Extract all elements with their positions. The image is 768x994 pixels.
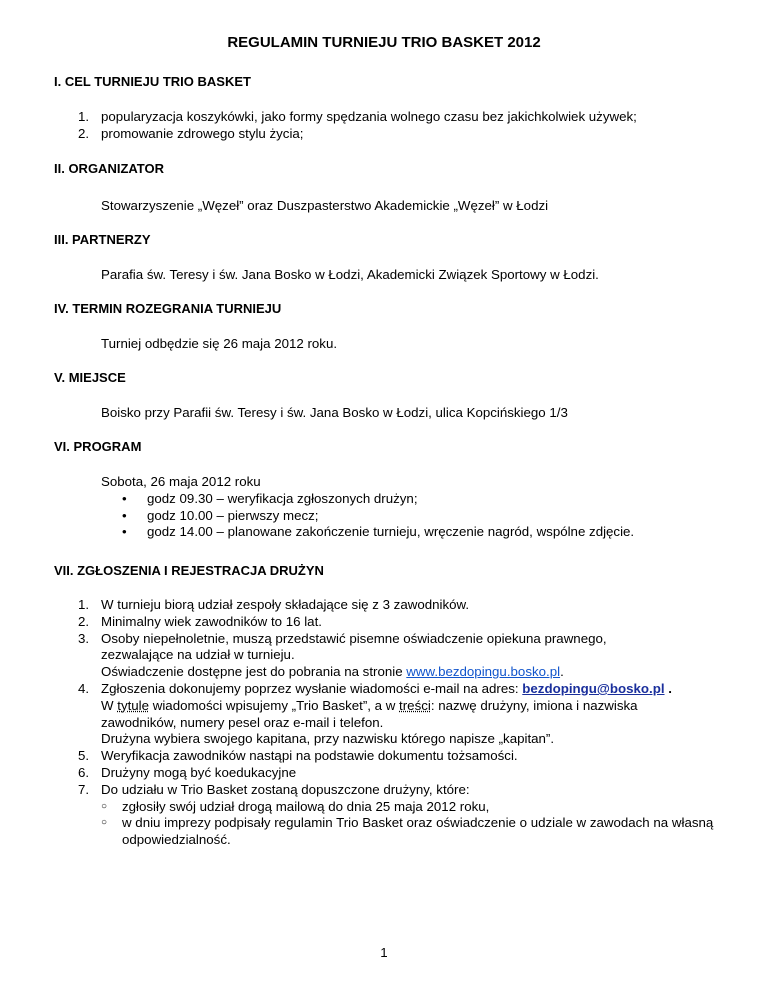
bullet-icon: • <box>122 490 127 506</box>
text-fragment: W <box>101 697 118 713</box>
list-item <box>78 765 718 782</box>
cel-list <box>78 109 718 143</box>
section-heading-cel: I. CEL TURNIEJU TRIO BASKET <box>54 74 251 89</box>
list-item <box>78 614 718 631</box>
list-text: Minimalny wiek zawodników to 16 lat. <box>101 613 322 629</box>
page-number: 1 <box>380 945 388 960</box>
text-fragment: Zgłoszenia dokonujemy poprzez wysłanie wiadomości e-mail na adres: <box>101 680 523 696</box>
bullet-icon: • <box>122 507 127 523</box>
list-text: popularyzacja koszykówki, jako formy spędzania wolnego czasu bez jakichkolwiek używek; <box>101 109 637 124</box>
sub-list-item <box>101 815 718 849</box>
list-item <box>78 631 718 681</box>
list-text: promowanie zdrowego stylu życia; <box>101 125 304 141</box>
list-text: Weryfikacja zawodników nastąpi na podstawie dokumentu tożsamości. <box>101 748 518 764</box>
organizator-text: Stowarzyszenie „Węzeł” oraz Duszpasterstwo Akademickie „Węzeł” w Łodzi <box>101 198 549 213</box>
text-fragment: . <box>664 680 672 696</box>
section-heading-organizator: II. ORGANIZATOR <box>54 161 165 176</box>
program-date: Sobota, 26 maja 2012 roku <box>101 474 261 489</box>
text-line <box>101 698 718 715</box>
section-heading-program: VI. PROGRAM <box>54 439 142 454</box>
list-item <box>78 748 718 765</box>
list-number: 4. <box>78 680 90 696</box>
list-text <box>101 681 718 748</box>
email-link[interactable]: bezdopingu@bosko.pl <box>522 680 665 696</box>
list-text: godz 14.00 – planowane zakończenie turnieju, wręczenie nagród, wspólne zdjęcie. <box>147 524 635 540</box>
text-fragment: : nazwę drużyny, imiona i nazwiska <box>430 697 638 713</box>
text-line: zawodników, numery pesel oraz e-mail i telefon. <box>101 714 384 730</box>
text-line <box>101 664 718 681</box>
section-heading-termin: IV. TERMIN ROZEGRANIA TURNIEJU <box>54 301 282 316</box>
list-text: Drużyny mogą być koedukacyjne <box>101 764 297 780</box>
text-fragment: tytule <box>117 697 150 713</box>
miejsce-text: Boisko przy Parafii św. Teresy i św. Jana Bosko w Łodzi, ulica Kopcińskiego 1/3 <box>101 405 568 420</box>
text-line: zezwalające na udział w turnieju. <box>101 647 295 663</box>
list-item <box>122 491 741 508</box>
list-item <box>122 508 741 525</box>
text-line: Osoby niepełnoletnie, muszą przedstawić pisemne oświadczenie opiekuna prawnego, <box>101 630 607 646</box>
section-heading-partnerzy: III. PARTNERZY <box>54 232 151 247</box>
text-line: Drużyna wybiera swojego kapitana, przy nazwisku którego napisze „kapitan”. <box>101 731 555 747</box>
list-text <box>101 631 718 681</box>
list-number: 7. <box>78 781 90 797</box>
list-text: w dniu imprezy podpisały regulamin Trio Basket oraz oświadczenie o udziale w zawodach na własną odpowiedzialność. <box>122 815 714 848</box>
partnerzy-text: Parafia św. Teresy i św. Jana Bosko w Łodzi, Akademicki Związek Sportowy w Łodzi. <box>101 267 599 282</box>
list-number: 3. <box>78 630 90 646</box>
list-number: 2. <box>78 125 90 141</box>
list-text <box>101 782 718 799</box>
bullet-icon: • <box>122 524 127 540</box>
list-text: zgłosiły swój udział drogą mailową do dnia 25 maja 2012 roku, <box>122 798 490 814</box>
text-fragment: Oświadczenie dostępne jest do pobrania na stronie <box>101 664 407 680</box>
list-item <box>78 126 718 143</box>
list-text: godz 10.00 – pierwszy mecz; <box>147 507 319 523</box>
text-line <box>101 681 718 698</box>
zgloszenia-list <box>78 597 718 849</box>
sub-list-item <box>101 799 718 816</box>
list-text: godz 09.30 – weryfikacja zgłoszonych drużyn; <box>147 490 418 506</box>
program-block <box>101 474 741 541</box>
list-text: W turnieju biorą udział zespoły składające się z 3 zawodników. <box>101 597 470 612</box>
text-fragment: . <box>560 664 564 680</box>
list-item <box>78 597 718 614</box>
list-number: 1. <box>78 109 90 124</box>
list-item <box>122 524 741 541</box>
section-heading-zgloszenia: VII. ZGŁOSZENIA I REJESTRACJA DRUŻYN <box>54 563 324 578</box>
text-line: Do udziału w Trio Basket zostaną dopuszczone drużyny, które: <box>101 781 470 797</box>
list-number: 2. <box>78 613 90 629</box>
list-number: 5. <box>78 748 90 764</box>
circle-bullet-icon: ○ <box>101 800 108 812</box>
download-link[interactable]: www.bezdopingu.bosko.pl <box>406 664 561 680</box>
circle-bullet-icon: ○ <box>101 817 108 829</box>
list-item <box>78 782 718 799</box>
text-fragment: wiadomości wpisujemy „Trio Basket”, a w <box>149 697 400 713</box>
section-heading-miejsce: V. MIEJSCE <box>54 370 126 385</box>
document-title: REGULAMIN TURNIEJU TRIO BASKET 2012 <box>227 34 541 51</box>
list-item <box>78 681 718 748</box>
text-fragment: treści <box>399 697 431 713</box>
termin-text: Turniej odbędzie się 26 maja 2012 roku. <box>101 336 338 351</box>
list-number: 6. <box>78 764 90 780</box>
list-number: 1. <box>78 597 90 612</box>
list-item <box>78 109 718 126</box>
